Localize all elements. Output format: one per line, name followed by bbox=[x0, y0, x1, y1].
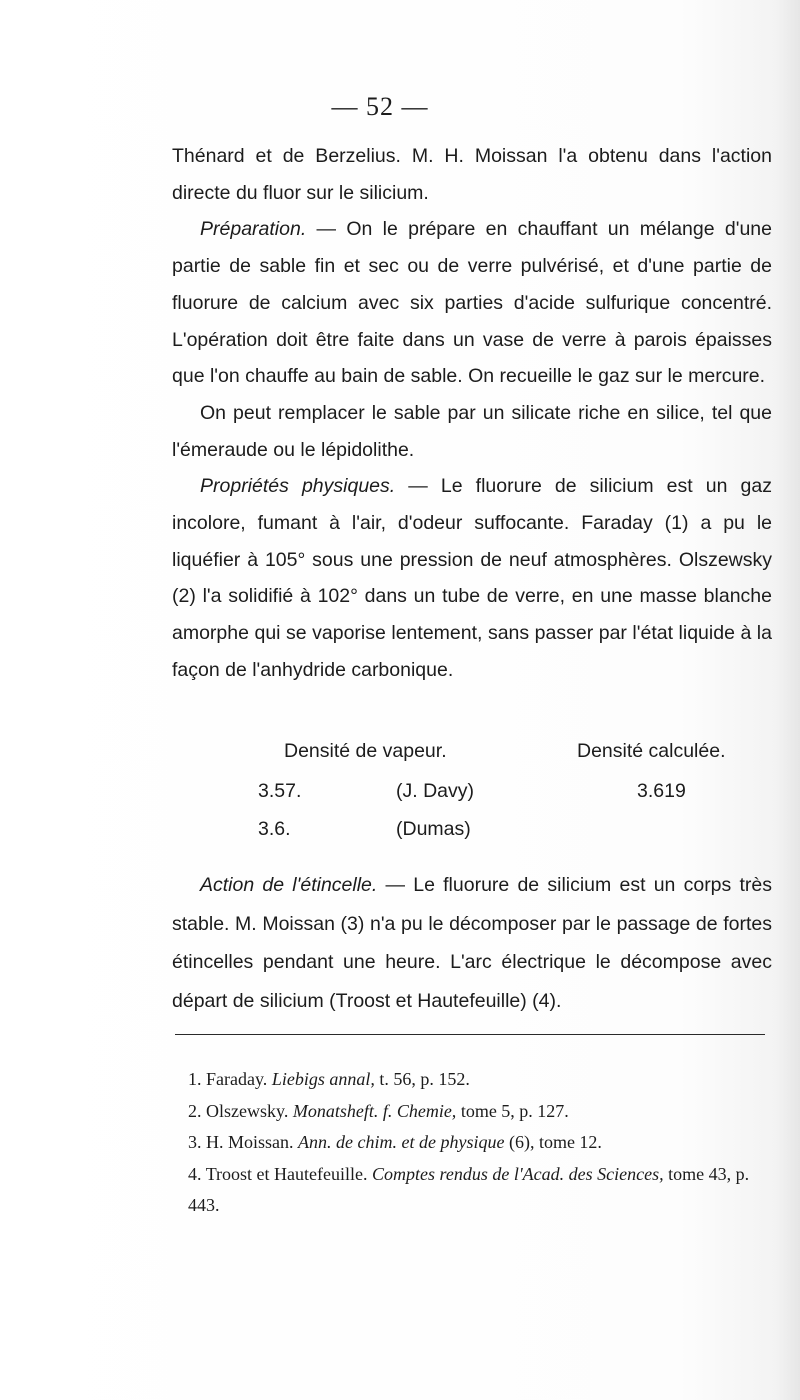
footnote-reference: (6), tome 12. bbox=[508, 1132, 602, 1152]
page-number: — 52 — bbox=[331, 92, 429, 121]
footnotes bbox=[172, 1064, 772, 1222]
footnote-divider bbox=[175, 1034, 765, 1035]
density-table-header bbox=[172, 740, 772, 780]
footnote-title: Comptes rendus de l'Acad. des Sciences, bbox=[372, 1163, 664, 1184]
calculated-density-value: 3.619 bbox=[637, 780, 686, 802]
paragraph-physical-properties bbox=[172, 468, 772, 688]
paragraph-preparation bbox=[172, 211, 772, 395]
section-label-spark-action: Action de l'étincelle. bbox=[200, 874, 378, 896]
footnote-author: Olszewsky. bbox=[206, 1100, 289, 1121]
footnote-title: Liebigs annal, bbox=[271, 1069, 375, 1089]
footnote-title: Monatsheft. f. Chemie, bbox=[292, 1100, 457, 1121]
table-row bbox=[172, 780, 772, 818]
header-vapour-density: Densité de vapeur. bbox=[284, 740, 447, 762]
footnote-4 bbox=[172, 1159, 772, 1222]
footnote-number: 2. bbox=[188, 1100, 202, 1121]
section-label-physical-properties: Propriétés physiques. bbox=[200, 475, 396, 498]
spark-action-text: — Le fluorure de silicium est un corps très stable. M. Moissan (3) n'a pu le décomposer par le passage de fortes étincelles pendant une heure. L'arc électrique le décompose avec départ de silicium (Troost et Hautefeuille) (4). bbox=[172, 874, 772, 1012]
density-table bbox=[172, 740, 772, 856]
footnote-reference: tome 5, p. 127. bbox=[460, 1100, 569, 1121]
footnote-author: Troost et Hautefeuille. bbox=[205, 1163, 368, 1184]
physical-properties-text: — Le fluorure de silicium est un gaz incolore, fumant à l'air, d'odeur suffocante. Faraday (1) a pu le liquéfier à 105° sous une pression de neuf atmosphères. Olszewsky (2) l'a solidifié à 102° dans un tube de verre, en une masse blanche amorphe qui se vaporise lentement, sans passer par l'état liquide à la façon de l'anhydride carbonique. bbox=[172, 475, 772, 681]
footnote-3 bbox=[172, 1127, 772, 1159]
main-text-continued bbox=[172, 866, 772, 1020]
main-text bbox=[172, 138, 772, 689]
measurement-source: (J. Davy) bbox=[396, 780, 474, 802]
table-row bbox=[172, 818, 772, 856]
vapour-density-value: 3.6. bbox=[258, 818, 291, 840]
footnote-1 bbox=[172, 1064, 772, 1096]
footnote-number: 3. bbox=[188, 1132, 202, 1152]
header-calculated-density: Densité calculée. bbox=[577, 740, 726, 762]
footnote-author: H. Moissan. bbox=[206, 1132, 294, 1152]
paragraph-substitution: On peut remplacer le sable par un silicate riche en silice, tel que l'émeraude ou le lépidolithe. bbox=[172, 401, 772, 461]
paragraph-spark-action bbox=[172, 866, 772, 1020]
footnote-2 bbox=[172, 1096, 772, 1128]
footnote-reference: t. 56, p. 152. bbox=[379, 1069, 470, 1089]
paragraph-intro: Thénard et de Berzelius. M. H. Moissan l'a obtenu dans l'action directe du fluor sur le silicium. bbox=[172, 145, 772, 204]
section-label-preparation: Préparation. bbox=[200, 218, 307, 241]
preparation-text: — On le prépare en chauffant un mélange d'une partie de sable fin et sec ou de verre pulvérisé, et d'une partie de fluorure de calcium avec six parties d'acide sulfurique concentré. L'opération doit être faite dans un vase de verre à parois épaisses que l'on chauffe au bain de sable. On recueille le gaz sur le mercure. bbox=[172, 218, 772, 388]
vapour-density-value: 3.57. bbox=[258, 780, 302, 802]
footnote-number: 4. bbox=[188, 1163, 202, 1184]
footnote-author: Faraday. bbox=[206, 1069, 268, 1089]
footnote-reference: tome 43, p. 443. bbox=[188, 1163, 750, 1215]
measurement-source: (Dumas) bbox=[396, 818, 471, 840]
footnote-title: Ann. de chim. et de physique bbox=[298, 1132, 505, 1152]
footnote-number: 1. bbox=[188, 1069, 202, 1089]
